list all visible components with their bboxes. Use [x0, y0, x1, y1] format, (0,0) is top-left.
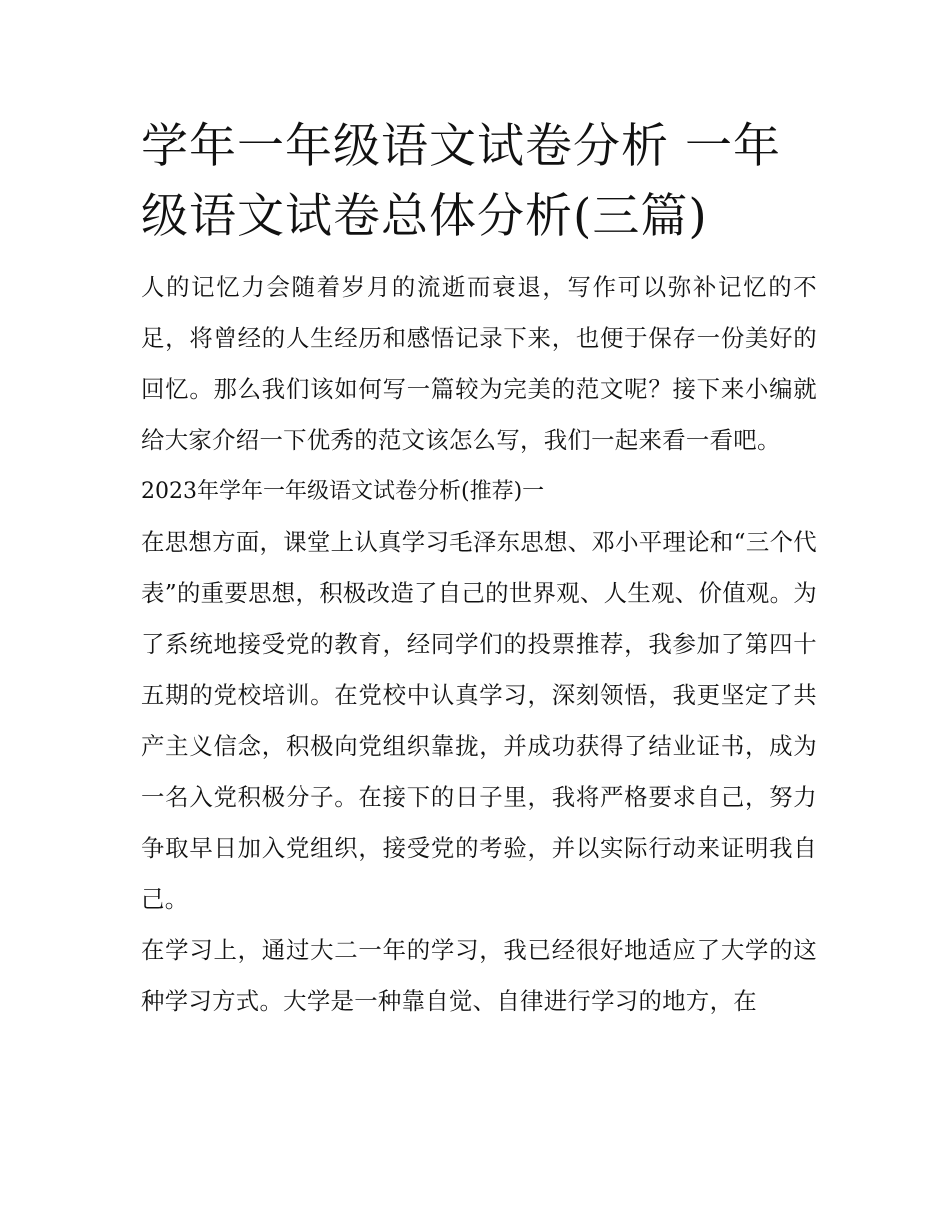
section-heading: 2023年学年一年级语文试卷分析(推荐)一	[141, 479, 545, 504]
intro-paragraph: 人的记忆力会随着岁月的流逝而衰退，写作可以弥补记忆的不足，将曾经的人生经历和感悟记录下来，也便于保存一份美好的回忆。那么我们该如何写一篇较为完美的范文呢？接下来小编就给大家介绍一下优秀的范文该怎么写，我们一起来看一看吧。	[141, 273, 817, 454]
body-paragraph-study: 在学习上，通过大二一年的学习，我已经很好地适应了大学的这种学习方式。大学是一种靠自觉、自律进行学习的地方，在	[141, 936, 817, 1015]
document-title: 学年一年级语文试卷分析 一年级语文试卷总体分析(三篇)	[141, 119, 781, 244]
document-body	[141, 112, 817, 1027]
body-paragraph-ideology: 在思想方面，课堂上认真学习毛泽东思想、邓小平理论和“三个代表”的重要思想，积极改造了自己的世界观、人生观、价值观。为了系统地接受党的教育，经同学们的投票推荐，我参加了第四十五期的党校培训。在党校中认真学习，深刻领悟，我更坚定了共产主义信念，积极向党组织靠拢，并成功获得了结业证书，成为一名入党积极分子。在接下的日子里，我将严格要求自己，努力争取早日加入党组织，接受党的考验，并以实际行动来证明我自己。	[141, 528, 817, 913]
